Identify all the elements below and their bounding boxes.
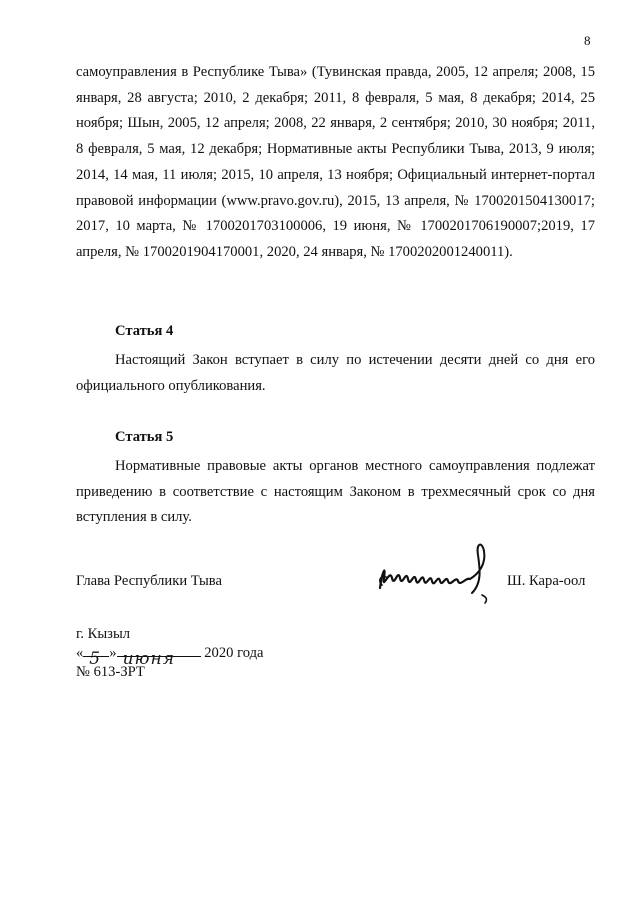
article-4-text: Настоящий Закон вступает в силу по истечении десяти дней со дня его официального опубликования. [76,352,595,394]
date-line [76,644,264,669]
year: 2020 года [204,645,264,661]
page-number: 8 [584,33,591,48]
law-number: № 613-ЗРТ [76,664,145,680]
article-5-heading: Статья 5 [115,429,174,445]
signatory-title: Глава Республики Тыва [76,573,222,589]
month-blank [117,649,201,669]
day-blank [83,649,109,669]
handwritten-signature [372,533,507,608]
article-5-text: Нормативные правовые акты органов местного самоуправления подлежат приведению в соответствие с настоящим Законом в трехмесячный срок со дня вступления в силу. [76,458,595,526]
city: г. Кызыл [76,626,131,642]
handwritten-month: июня [122,649,175,669]
handwritten-day: 5 [89,649,101,669]
quote-open: « [76,645,84,661]
article-4-heading: Статья 4 [115,323,174,339]
quote-close: » [109,645,117,661]
signatory-name: Ш. Кара-оол [507,573,586,589]
continuation-paragraph: самоуправления в Республике Тыва» (Тувинская правда, 2005, 12 апреля; 2008, 15 января, 28 августа; 2010, 2 декабря; 2011, 8 февраля, 5 мая, 8 декабря; 2014, 25 ноября; Шын, 2005, 12 апреля; 2008, 22 января, 2 сентября; 2010, 30 ноября; 2011, 8 февраля, 5 мая, 12 декабря; Нормативные акты Республики Тыва, 2013, 9 июля; 2014, 14 мая, 11 июля; 2015, 10 апреля, 13 ноября; Официальный интернет-портал правовой информации (www.pravo.gov.ru), 2015, 13 апреля, № 1700201504130017; 2017, 10 марта, № 1700201703100006, 19 июня, № 1700201706190007;2019, 17 апреля, № 1700201904170001, 2020, 24 января, № 1700202001240011). [76,64,595,260]
place-date-block [76,625,264,682]
